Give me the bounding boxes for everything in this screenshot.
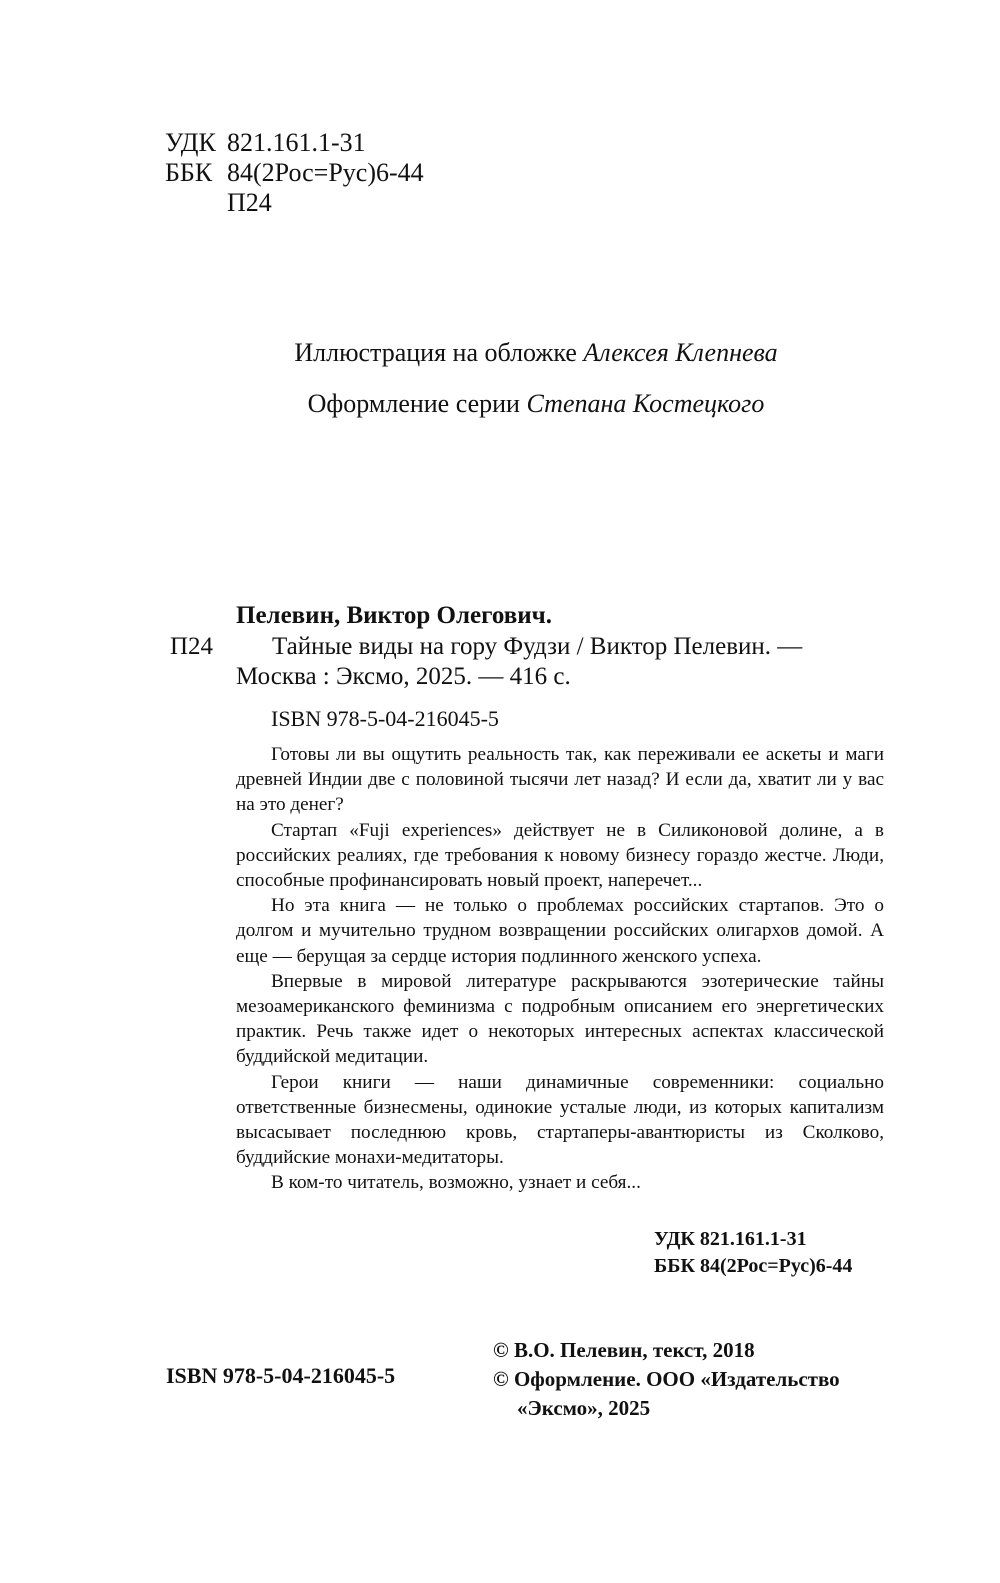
annotation-paragraph: Но эта книга — не только о проблемах российских стартапов. Это о долгом и мучительно трудном возвращении российских олигархов домой. А еще — берущая за сердце история подлинного женского успеха.	[236, 895, 884, 967]
catalog-title: Тайные виды на гору Фудзи / Виктор Пелевин. —	[272, 633, 803, 660]
annotation	[236, 742, 884, 1196]
catalog-code: П24	[170, 633, 214, 660]
copyright-text: © В.О. Пелевин, текст, 2018	[493, 1338, 755, 1362]
design-credit	[0, 389, 1000, 419]
design-prefix: Оформление серии	[307, 389, 520, 418]
copyright-publisher: «Эксмо», 2025	[517, 1396, 651, 1420]
bottom-codes	[654, 1226, 852, 1280]
annotation-paragraph: Стартап «Fuji experiences» действует не в Силиконовой долине, а в российских реалиях, где требования к новому бизнесу гораздо жестче. Люди, способные профинансировать новый проект, наперечет...	[236, 819, 884, 892]
annotation-paragraph: Герои книги — наши динамичные современники: социально ответственные бизнесмены, одинокие усталые люди, из которых капитализм высасывает последнюю кровь, стартаперы-авантюристы из Сколково, буддийские монахи-медитаторы.	[236, 1071, 884, 1169]
udk-line	[165, 128, 366, 158]
isbn-main: ISBN 978-5-04-216045-5	[166, 1363, 396, 1388]
udk-value: 821.161.1-31	[227, 128, 366, 157]
annotation-paragraph: Впервые в мировой литературе раскрываются эзотерические тайны мезоамериканского феминизма с подробным описанием его энергетических практик. Речь также идет о некоторых интересных аспектах классической буддийской медитации.	[236, 970, 884, 1068]
illustrator-name: Алексея Клепнева	[583, 338, 778, 367]
designer-name: Степана Костецкого	[526, 389, 765, 418]
catalog-publication: Москва : Эксмо, 2025. — 416 с.	[236, 663, 571, 690]
bottom-bbk: ББК 84(2Рос=Рус)6-44	[654, 1255, 853, 1277]
copyright-design: © Оформление. ООО «Издательство	[493, 1367, 840, 1391]
annotation-paragraph: В ком-то читатель, возможно, узнает и себя...	[271, 1172, 641, 1194]
annotation-paragraph: Готовы ли вы ощутить реальность так, как переживали ее аскеты и маги древней Индии две с половиной тысячи лет назад? И если да, хватит ли у вас на это денег?	[236, 744, 884, 816]
bbk-value: 84(2Рос=Рус)6-44	[227, 158, 424, 187]
illustration-prefix: Иллюстрация на обложке	[294, 338, 577, 367]
bbk-line	[165, 158, 424, 188]
illustration-credit	[0, 338, 1000, 368]
bottom-udk: УДК 821.161.1-31	[654, 1228, 807, 1250]
bbk-label: ББК	[165, 158, 213, 187]
udk-label: УДК	[165, 128, 216, 157]
author-mark: П24	[227, 188, 272, 217]
catalog-isbn: ISBN 978-5-04-216045-5	[271, 706, 499, 731]
copyright-block	[493, 1336, 840, 1423]
catalog-author: Пелевин, Виктор Олегович.	[236, 602, 552, 629]
